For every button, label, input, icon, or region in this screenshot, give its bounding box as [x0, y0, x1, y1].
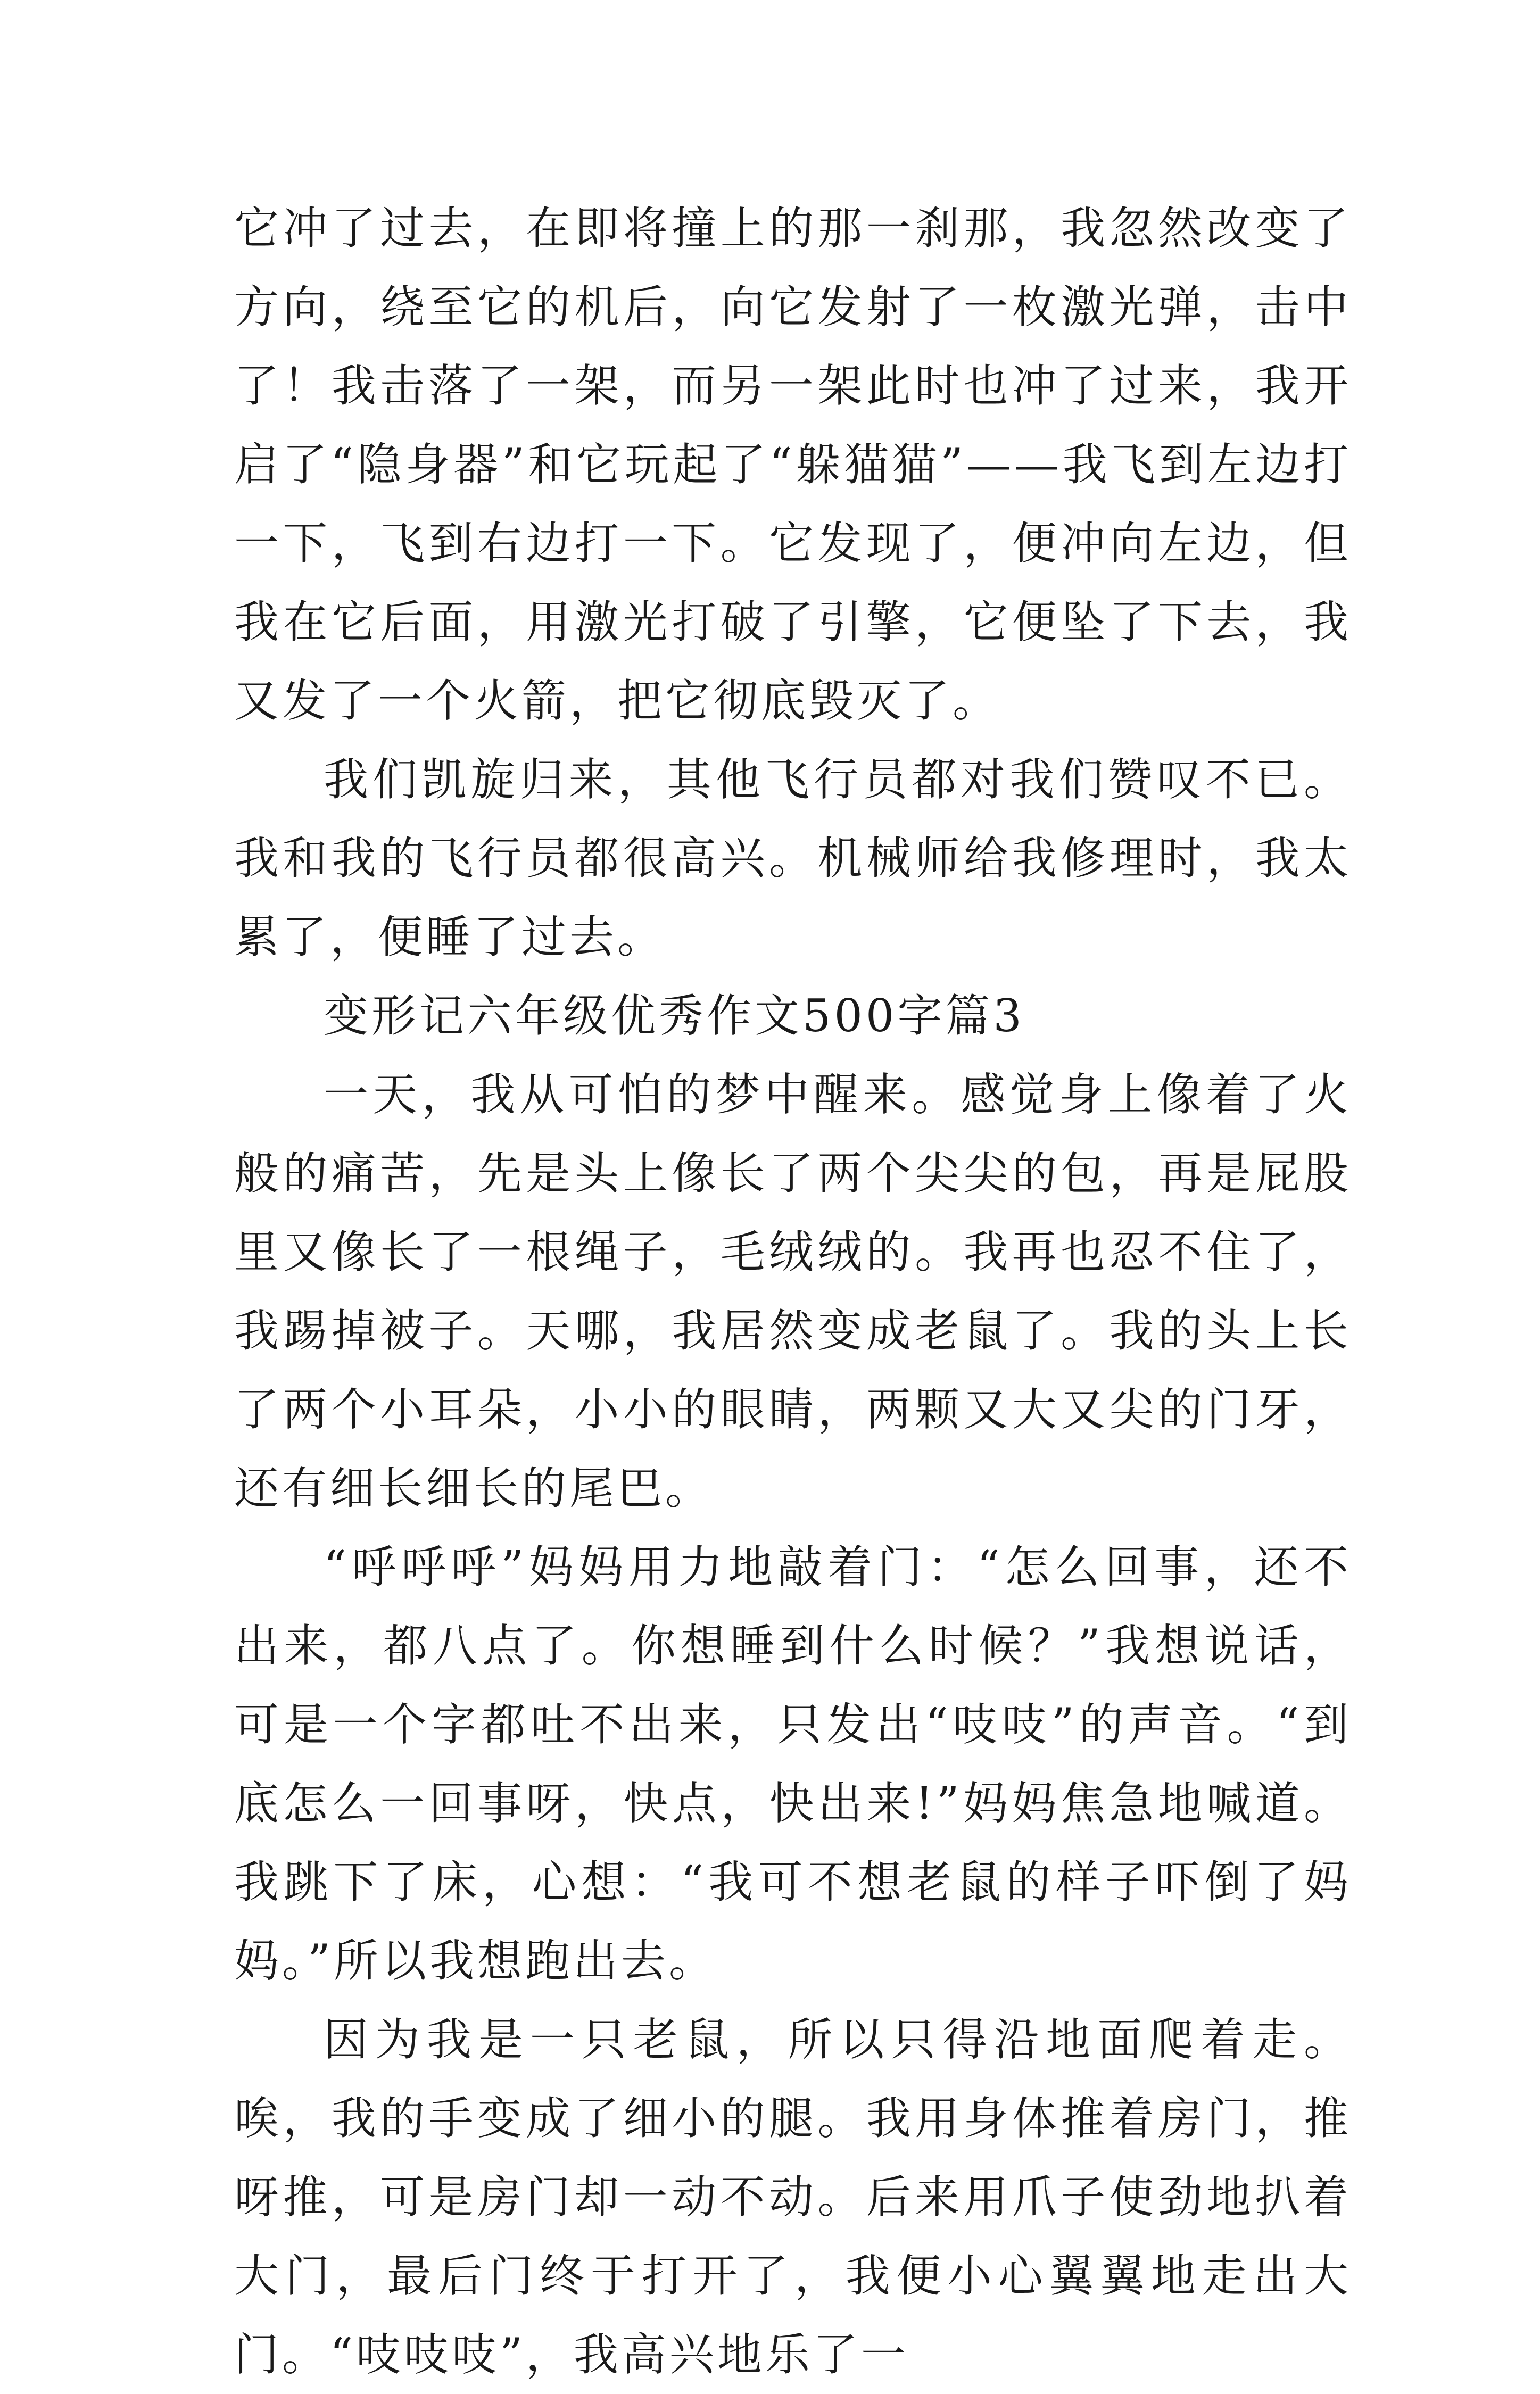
paragraph: 因为我是一只老鼠，所以只得沿地面爬着走。唉，我的手变成了细小的腿。我用身体推着房门，推呀推，可是房门却一动不动。后来用爪子使劲地扒着大门，最后门终于打开了，我便小心翼翼地走出大门。“吱吱吱”，我高兴地乐了一	[234, 2014, 1352, 2381]
paragraph: “呼呼呼”妈妈用力地敲着门：“怎么回事，还不出来，都八点了。你想睡到什么时候？”我想说话，可是一个字都吐不出来，只发出“吱吱”的声音。“到底怎么一回事呀，快点，快出来!”妈妈焦急地喊道。我跳下了床，心想：“我可不想老鼠的样子吓倒了妈妈。”所以我想跑出去。	[234, 1541, 1352, 1987]
body-text	[234, 189, 1352, 2394]
paragraph-continuation: 它冲了过去，在即将撞上的那一刹那，我忽然改变了方向，绕至它的机后，向它发射了一枚激光弹，击中了！我击落了一架，而另一架此时也冲了过来，我开启了“隐身器”和它玩起了“躲猫猫”——我飞到左边打一下，飞到右边打一下。它发现了，便冲向左边，但我在它后面，用激光打破了引擎，它便坠了下去，我又发了一个火箭，把它彻底毁灭了。	[234, 202, 1352, 727]
paragraph: 我们凯旋归来，其他飞行员都对我们赞叹不已。我和我的飞行员都很高兴。机械师给我修理时，我太累了，便睡了过去。	[234, 753, 1352, 963]
section-heading: 变形记六年级优秀作文500字篇3	[324, 990, 1025, 1042]
paragraph: 一天，我从可怕的梦中醒来。感觉身上像着了火般的痛苦，先是头上像长了两个尖尖的包，再是屁股里又像长了一根绳子，毛绒绒的。我再也忍不住了，我踢掉被子。天哪，我居然变成老鼠了。我的头上长了两个小耳朵，小小的眼睛，两颗又大又尖的门牙，还有细长细长的尾巴。	[234, 1068, 1352, 1514]
